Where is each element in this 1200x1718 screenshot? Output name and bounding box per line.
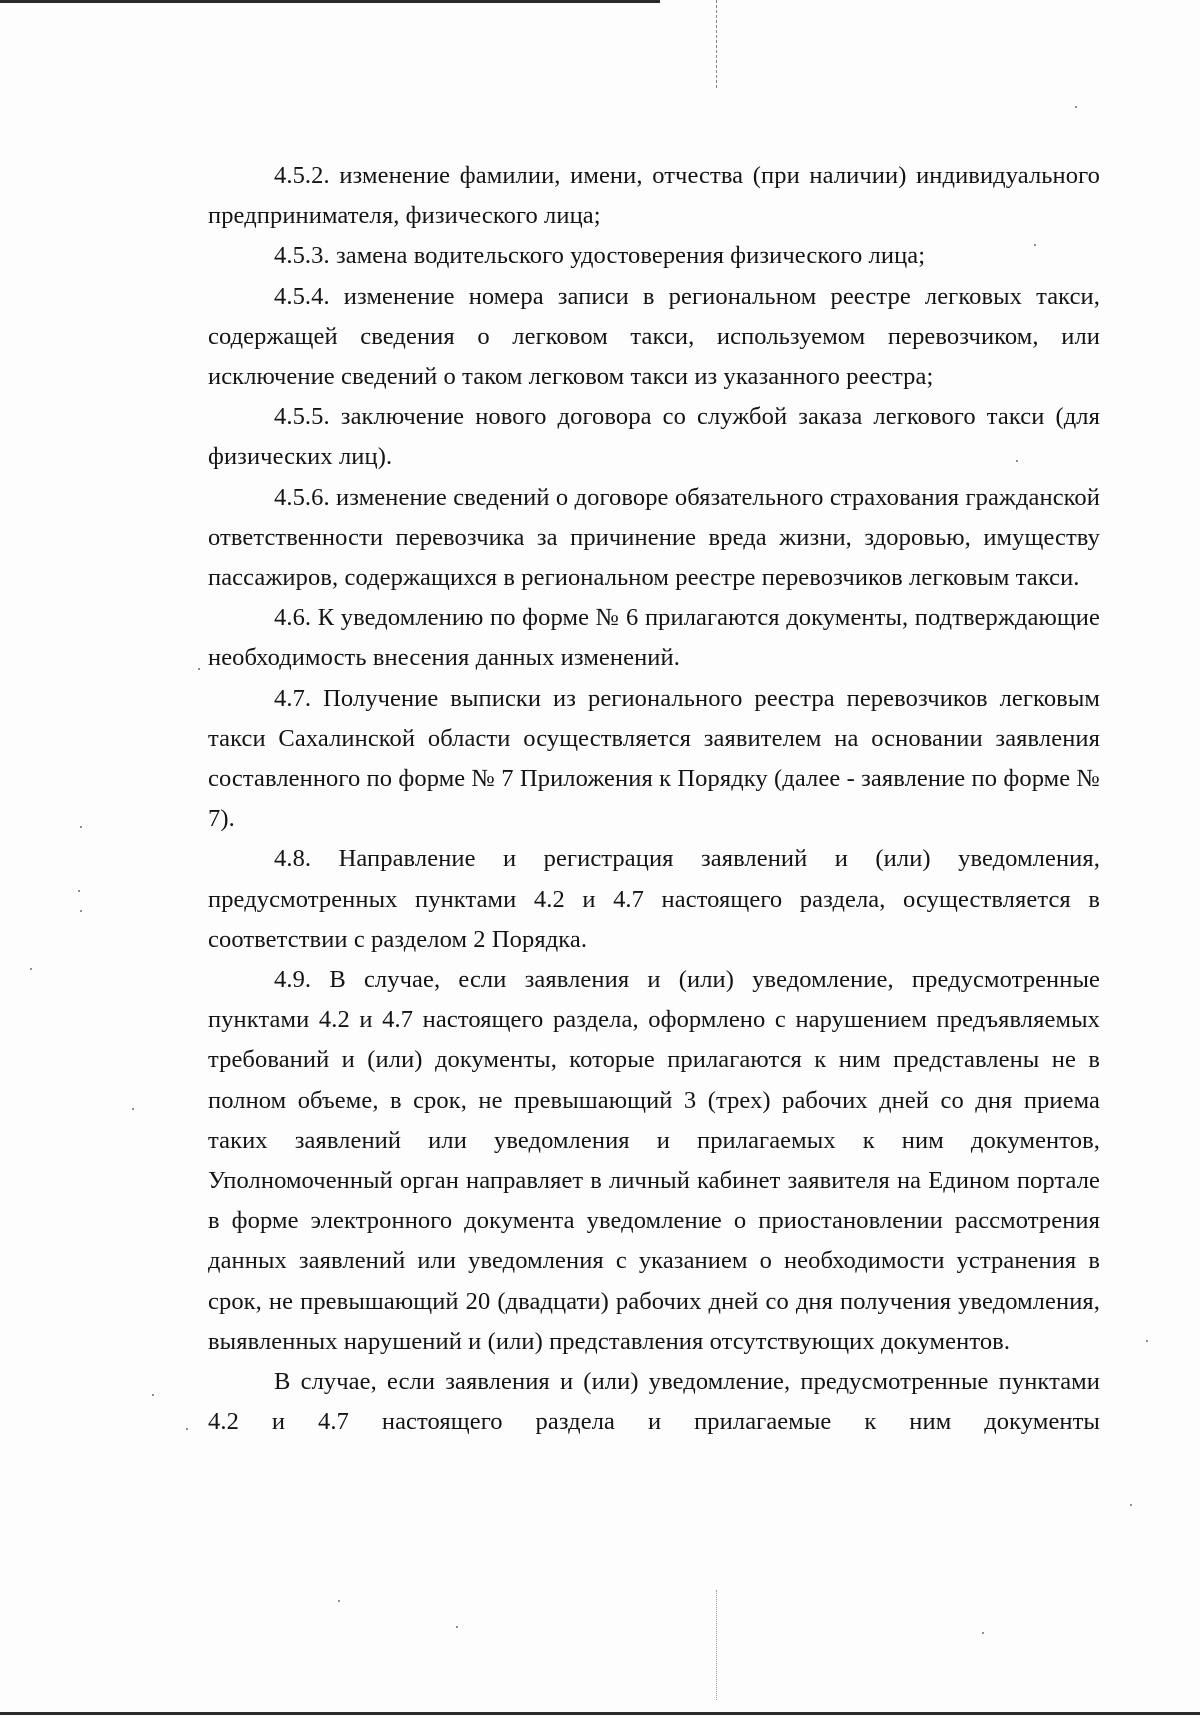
bottom-edge-rule [0, 1712, 1200, 1715]
scan-speck [30, 968, 32, 970]
scan-speck [198, 668, 200, 670]
paragraph-4-5-2: 4.5.2. изменение фамилии, имени, отчества (при наличии) индивидуального предпринимателя, физического лица; [208, 162, 1100, 230]
scan-speck [1146, 1340, 1148, 1342]
paragraph-4-8: 4.8. Направление и регистрация заявлений и (или) уведомления, предусмотренных пунктами 4.2 и 4.7 настоящего раздела, осуществляется в соответствии с разделом 2 Порядка. [208, 845, 1100, 953]
paragraph-4-5-6: 4.5.6. изменение сведений о договоре обязательного страхования гражданской ответственности перевозчика за причинение вреда жизни, здоровью, имуществу пассажиров, содержащихся в региональном реестре перевозчиков легковым такси. [208, 483, 1100, 592]
scan-speck [1075, 106, 1077, 108]
paragraph-4-9-continuation: В случае, если заявления и (или) уведомление, предусмотренные пунктами 4.2 и 4.7 настоящего раздела и прилагаемые к ним документы [208, 1368, 1100, 1436]
paragraph-4-9: 4.9. В случае, если заявления и (или) уведомление, предусмотренные пунктами 4.2 и 4.7 настоящего раздела, оформлено с нарушением предъявляемых требований и (или) документы, которые прилагаются к ним представлены не в полном объеме, в срок, не превышающий 3 (трех) рабочих дней со дня приема таких заявлений или уведомления и прилагаемых к ним документов, Уполномоченный орган направляет в личный кабинет заявителя на Едином портале в форме электронного документа уведомление о приостановлении рассмотрения данных заявлений или уведомления с указанием о необходимости устранения в срок, не превышающий 20 (двадцати) рабочих дней со дня получения уведомления, выявленных нарушений и (или) представления отсутствующих документов. [208, 966, 1100, 1355]
top-edge-rule [0, 0, 660, 3]
fold-line-top [716, 0, 717, 88]
scan-speck [982, 1632, 984, 1634]
paragraph-4-5-5: 4.5.5. заключение нового договора со службой заказа легкового такси (для физических лиц). [208, 403, 1100, 471]
paragraph-4-7: 4.7. Получение выписки из регионального реестра перевозчиков легковым такси Сахалинской области осуществляется заявителем на основании заявления составленного по форме № 7 Приложения к Порядку (далее - заявление по форме № 7). [208, 684, 1100, 833]
scan-speck [338, 1600, 340, 1602]
scan-speck [80, 910, 82, 912]
scan-speck [1130, 1504, 1132, 1506]
fold-line-bottom [716, 1590, 717, 1700]
scan-speck [132, 1108, 134, 1110]
paragraph-4-5-4: 4.5.4. изменение номера записи в региональном реестре легковых такси, содержащей сведения о легковом такси, используемом перевозчиком, или исключение сведений о таком легковом такси из указанного реестра; [208, 282, 1100, 391]
scan-speck [80, 826, 82, 828]
scan-speck [78, 890, 80, 892]
paragraph-4-5-3: 4.5.3. замена водительского удостоверения физического лица; [274, 242, 926, 270]
scan-speck [186, 1428, 188, 1430]
paragraph-4-6: 4.6. К уведомлению по форме № 6 прилагаются документы, подтверждающие необходимость внесения данных изменений. [208, 604, 1100, 672]
scan-speck [152, 1394, 154, 1396]
document-body [208, 156, 1100, 1443]
scan-speck [456, 1626, 458, 1628]
